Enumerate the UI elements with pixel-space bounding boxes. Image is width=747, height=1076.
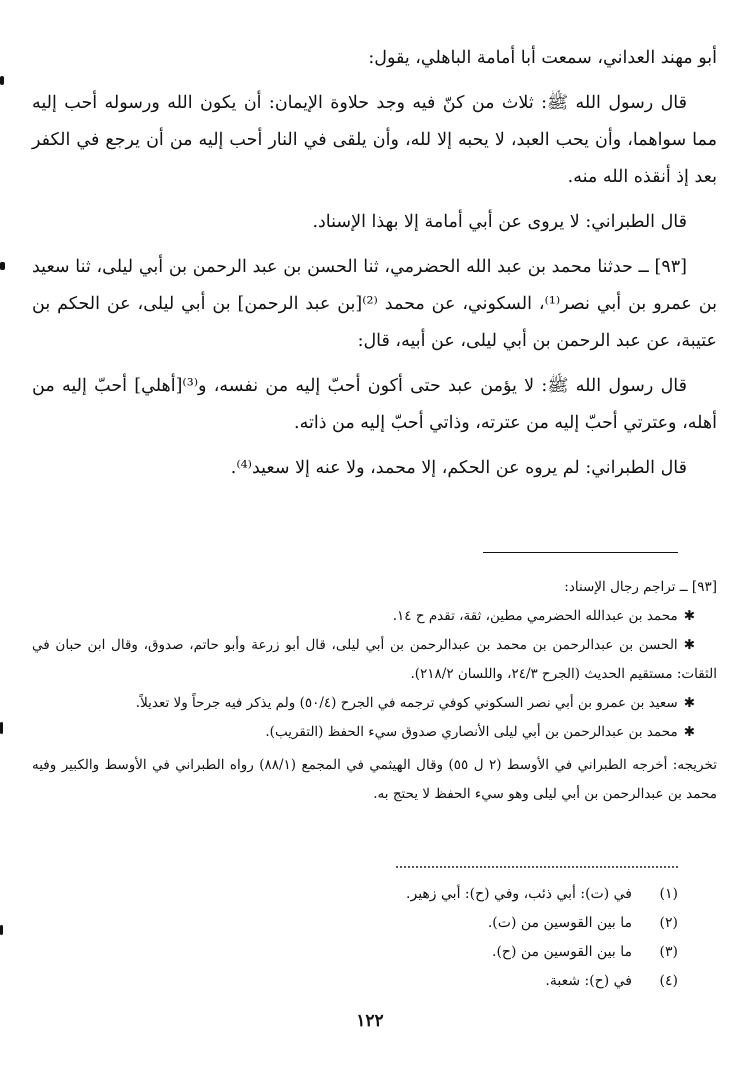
footnote-text: ما بين القوسين من (ح). bbox=[492, 944, 632, 960]
scan-mark bbox=[0, 722, 3, 734]
footnote-row bbox=[258, 909, 678, 938]
page-number: ١٢٢ bbox=[356, 1011, 384, 1031]
intro-line: أبو مهند العداني، سمعت أبا أمامة الباهلي، يقول: bbox=[368, 48, 717, 68]
notes-separator-rule bbox=[483, 552, 678, 553]
note-item: ✱محمد بن عبدالله الحضرمي مطين، ثقة، تقدم ح ١٤. bbox=[392, 608, 695, 624]
note-item: ✱محمد بن عبدالرحمن بن أبي ليلى الأنصاري صدوق سيء الحفظ (التقريب). bbox=[265, 724, 695, 740]
footnote-row bbox=[258, 967, 678, 996]
main-text bbox=[32, 40, 717, 487]
asterisk-icon: ✱ bbox=[683, 724, 695, 740]
footnote-number: (٤) bbox=[659, 973, 678, 989]
isnad-93: [٩٣] ــ حدثنا محمد بن عبد الله الحضرمي، ثنا الحسن بن عبد الرحمن بن أبي ليلى، ثنا سعيد بن عمرو بن أبي نصر⁽¹⁾، السكوني، عن محمد ⁽²⁾[بن عبد الرحمن] بن أبي ليلى، عن الحكم بن عتيبة، عن عبد الرحمن بن أبي ليلى، عن أبيه، قال: bbox=[32, 257, 717, 351]
notes-heading: [٩٣] ــ تراجم رجال الإسناد: bbox=[564, 579, 717, 595]
scan-mark bbox=[0, 76, 4, 85]
note-item: ✱سعيد بن عمرو بن أبي نصر السكوني كوفي ترجمه في الجرح (٥٠/٤) ولم يذكر فيه جرحاً ولا تعديلاً. bbox=[135, 695, 695, 711]
footnote-text: في (ح): شعبة. bbox=[545, 973, 632, 989]
footnote-row bbox=[258, 880, 678, 909]
tabarani-comment-2: قال الطبراني: لم يروه عن الحكم، إلا محمد، ولا عنه إلا سعيد⁽⁴⁾. bbox=[230, 458, 687, 478]
footnote-row bbox=[258, 938, 678, 967]
asterisk-icon: ✱ bbox=[683, 695, 695, 711]
footnote-number: (٣) bbox=[659, 944, 678, 960]
tabarani-comment-1: قال الطبراني: لا يروى عن أبي أمامة إلا بهذا الإسناد. bbox=[312, 212, 687, 232]
footnote-number: (١) bbox=[659, 886, 678, 902]
footnote-separator-dots bbox=[396, 866, 678, 868]
asterisk-icon: ✱ bbox=[683, 608, 695, 624]
footnote-number: (٢) bbox=[659, 915, 678, 931]
footnotes bbox=[258, 880, 678, 996]
asterisk-icon: ✱ bbox=[683, 637, 695, 653]
narrator-notes bbox=[32, 573, 717, 809]
scan-mark bbox=[0, 925, 3, 935]
takhrij-paragraph: تخريجه: أخرجه الطبراني في الأوسط (٢ ل ٥٥) وقال الهيثمي في المجمع (٨٨/١) رواه الطبراني في الأوسط والكبير وفيه محمد بن عبدالرحمن بن أبي ليلى وهو سيء الحفظ لا يحتج به. bbox=[32, 757, 717, 802]
footnote-text: في (ت): أبي ذئب، وفي (ح): أبي زهير. bbox=[406, 886, 632, 902]
scan-mark bbox=[0, 262, 5, 270]
footnote-text: ما بين القوسين من (ت). bbox=[487, 915, 632, 931]
hadith-text-1: قال رسول الله ﷺ: ثلاث من كنّ فيه وجد حلاوة الإيمان: أن يكون الله ورسوله أحب إليه مما سواهما، وأن يحب العبد، لا يحبه إلا لله، وأن يلقى في النار أحب إليه من أن يرجع في الكفر بعد إذ أنقذه الله منه. bbox=[32, 93, 717, 187]
hadith-text-2: قال رسول الله ﷺ: لا يؤمن عبد حتى أكون أحبّ إليه من نفسه، و⁽³⁾[أهلي] أحبّ إليه من أهله، وعترتي أحبّ إليه من عترته، وذاتي أحبّ إليه من ذاته. bbox=[32, 376, 717, 433]
note-item: ✱الحسن بن عبدالرحمن بن محمد بن عبدالرحمن بن أبي ليلى، قال أبو زرعة وأبو حاتم، صدوق، وقال ابن حبان في الثقات: مستقيم الحديث (الجرح ٢٤/٣، واللسان ٢١٨/٢). bbox=[32, 637, 717, 682]
